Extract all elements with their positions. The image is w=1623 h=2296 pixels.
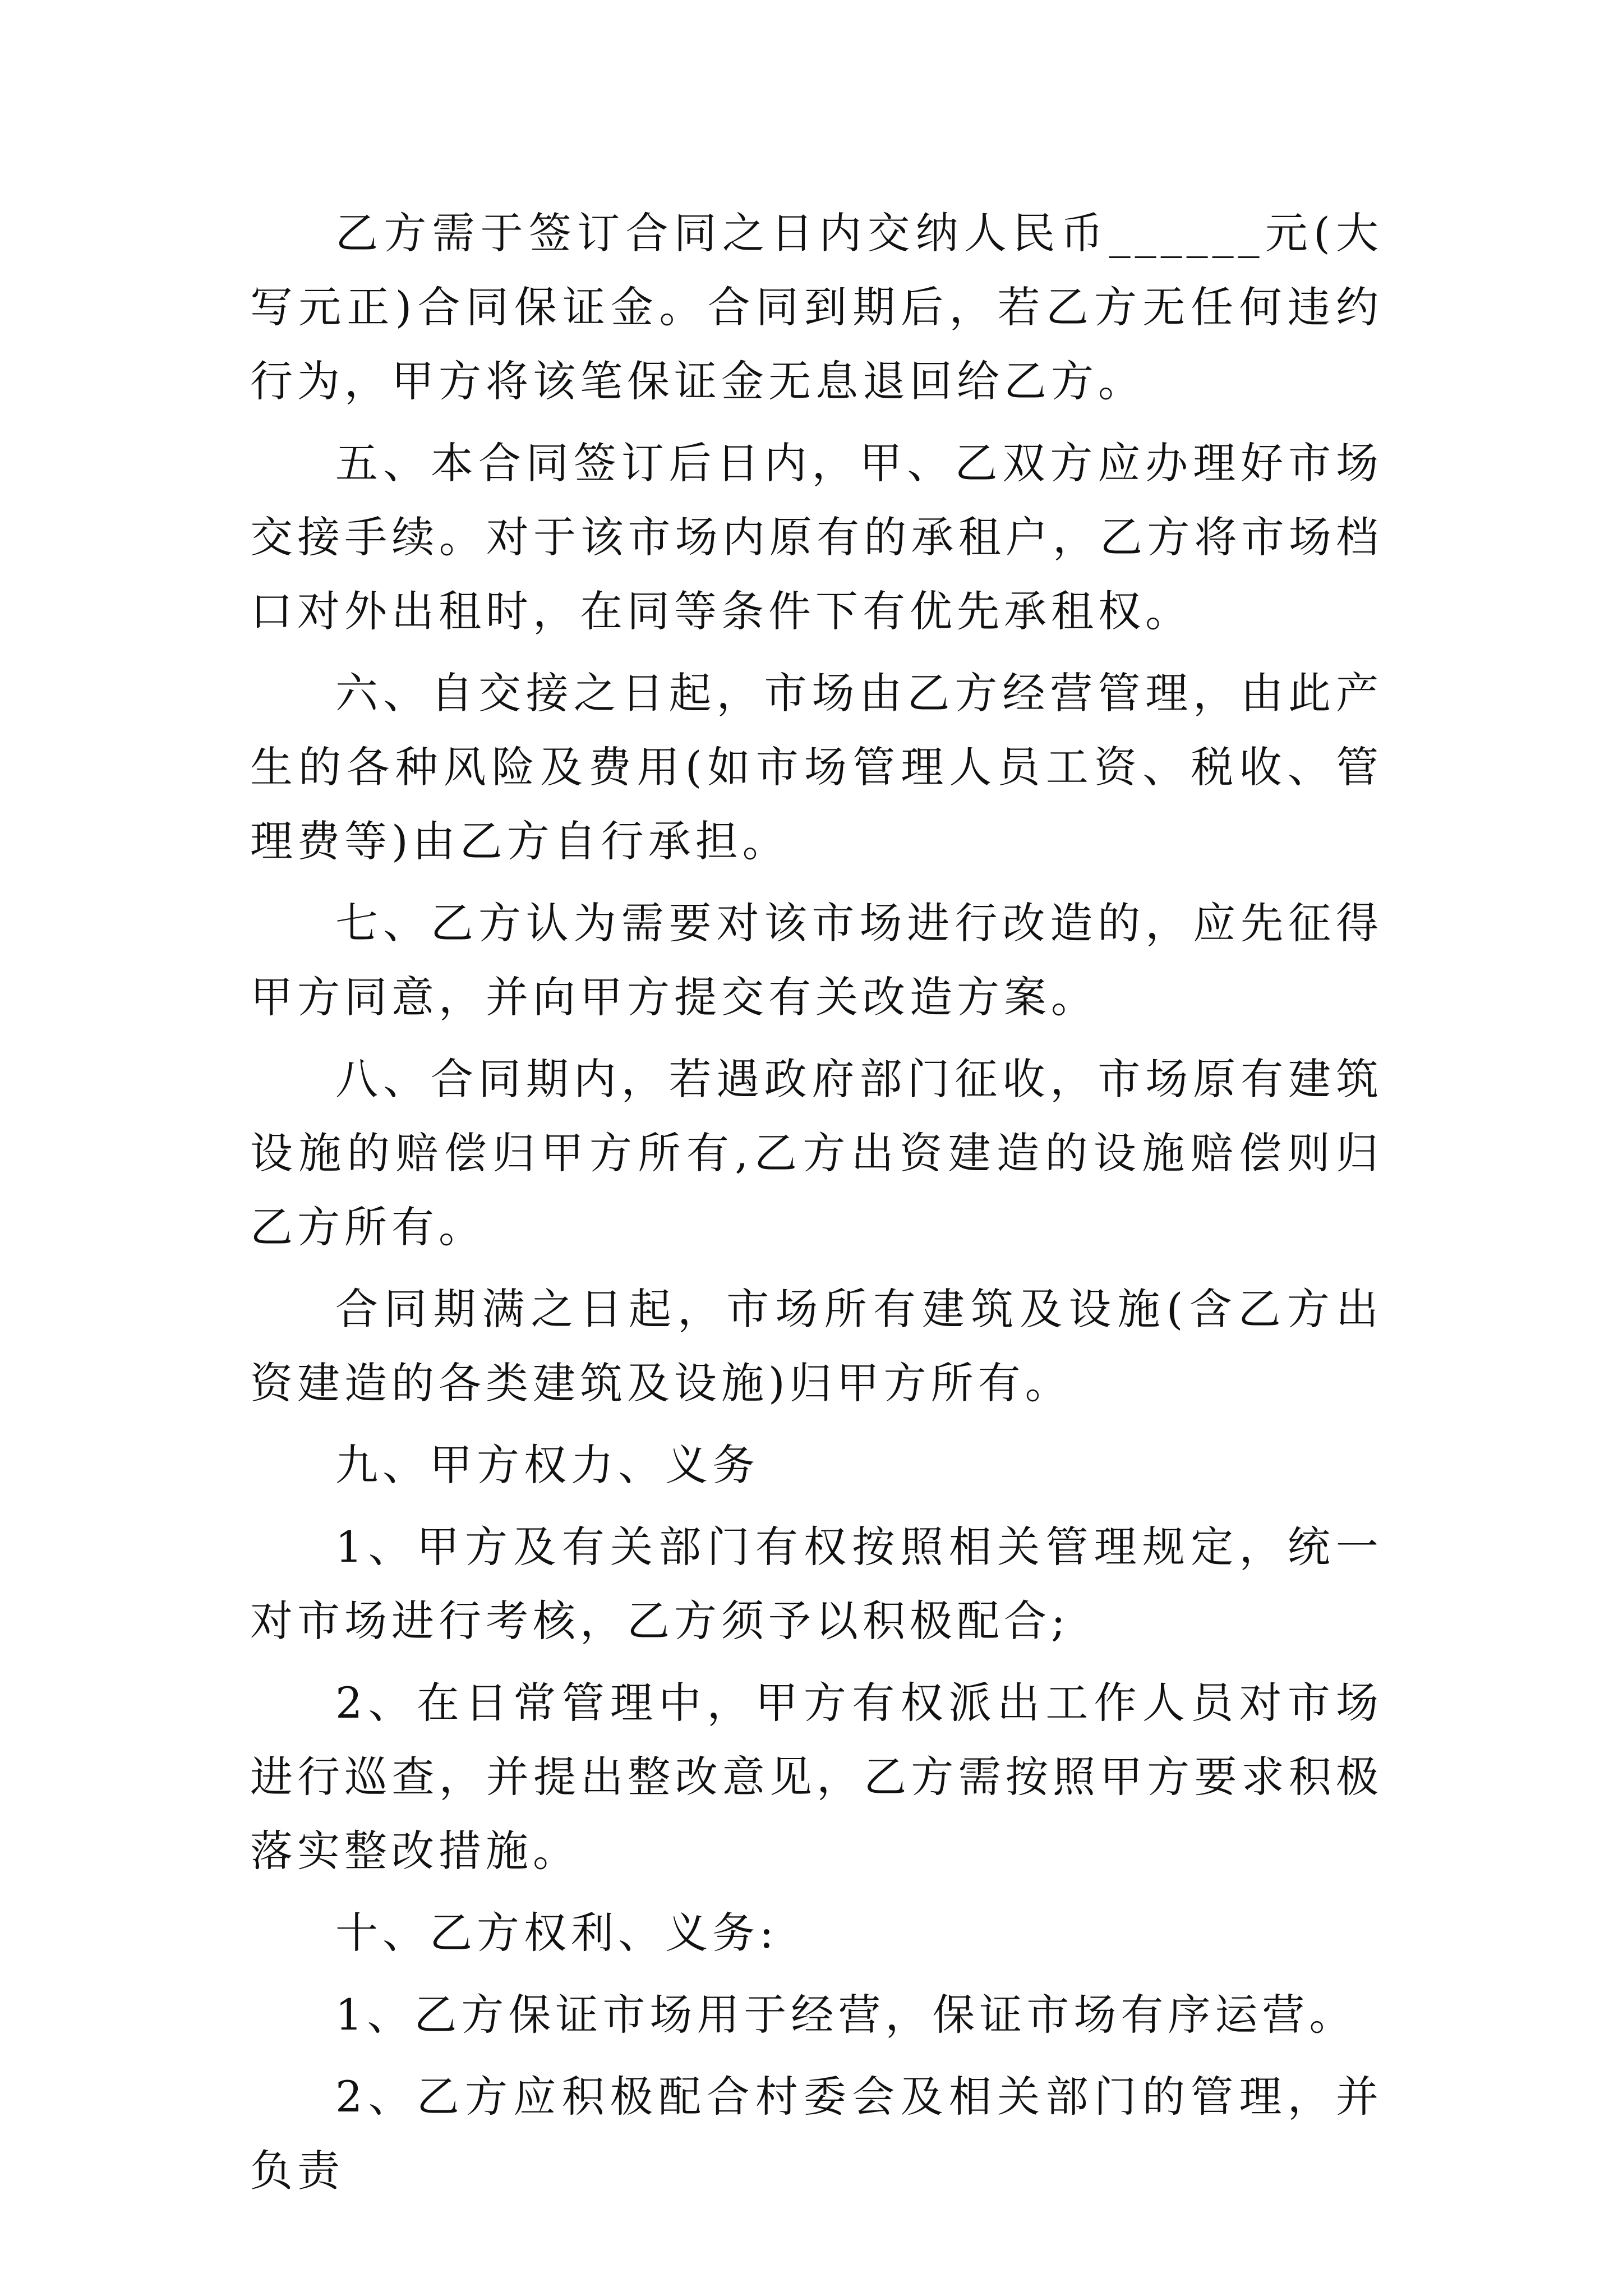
heading-clause-10: 十、乙方权利、义务:	[335, 1908, 778, 1958]
paragraph-clause-6: 六、自交接之日起，市场由乙方经营管理，由此产生的各种风险及费用(如市场管理人员工资、税收、管理费等)由乙方自行承担。	[250, 668, 1383, 866]
paragraph-clause-9-item-2: 2、在日常管理中，甲方有权派出工作人员对市场进行巡查，并提出整改意见，乙方需按照甲方要求积极落实整改措施。	[250, 1678, 1383, 1876]
paragraph-clause-10-item-2: 2、乙方应积极配合村委会及相关部门的管理，并负责	[250, 2072, 1383, 2196]
paragraph-clause-7: 七、乙方认为需要对该市场进行改造的，应先征得甲方同意，并向甲方提交有关改造方案。	[250, 898, 1383, 1022]
paragraph-clause-10-item-1: 1、乙方保证市场用于经营，保证市场有序运营。	[335, 1990, 1357, 2040]
paragraph-expiry: 合同期满之日起，市场所有建筑及设施(含乙方出资建造的各类建筑及设施)归甲方所有。	[250, 1284, 1383, 1408]
heading-clause-9: 九、甲方权力、义务	[335, 1440, 759, 1490]
paragraph-clause-9-item-1: 1、甲方及有关部门有权按照相关管理规定，统一对市场进行考核，乙方须予以积极配合;	[250, 1522, 1383, 1646]
paragraph-deposit: 乙方需于签订合同之日内交纳人民币______元(大写元正)合同保证金。合同到期后，若乙方无任何违约行为，甲方将该笔保证金无息退回给乙方。	[250, 208, 1383, 406]
paragraph-clause-5: 五、本合同签订后日内，甲、乙双方应办理好市场交接手续。对于该市场内原有的承租户，乙方将市场档口对外出租时，在同等条件下有优先承租权。	[250, 438, 1383, 636]
paragraph-clause-8: 八、合同期内，若遇政府部门征收，市场原有建筑设施的赔偿归甲方所有,乙方出资建造的设施赔偿则归乙方所有。	[250, 1054, 1383, 1252]
document-body	[250, 196, 1383, 2216]
